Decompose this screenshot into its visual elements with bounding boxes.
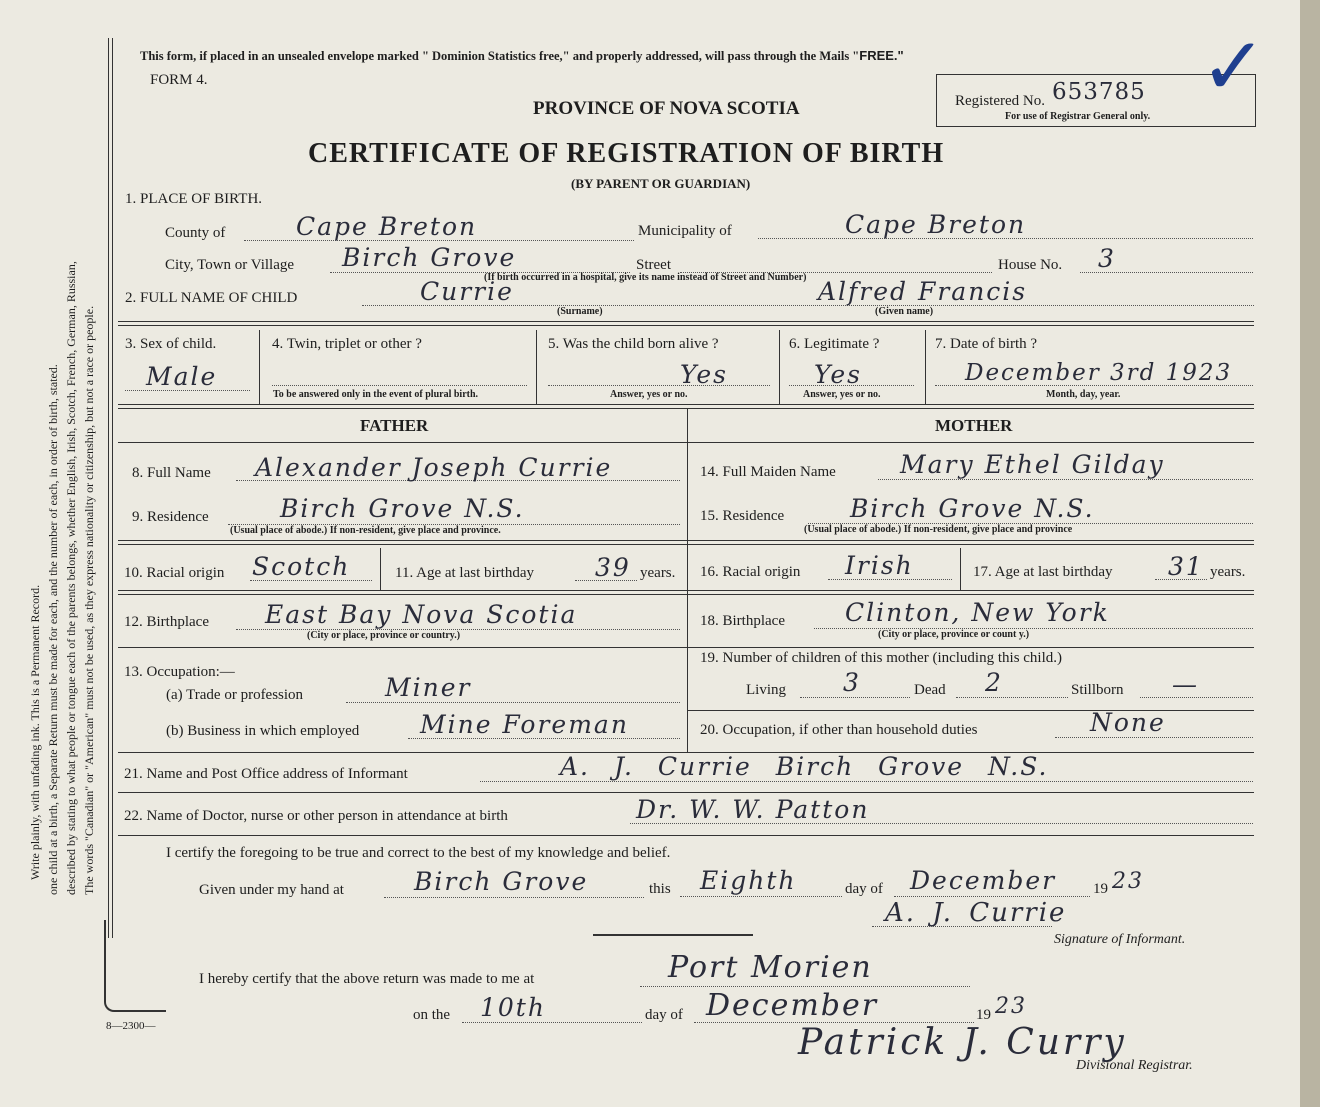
on-the-label: on the [413, 1007, 451, 1023]
certify-statement: I certify the foregoing to be true and correct to the best of my knowledge and belief. [166, 845, 671, 861]
child-given-name: Alfred Francis [818, 277, 1028, 306]
informant-label: 21. Name and Post Office address of Informant [124, 766, 408, 782]
city-label: City, Town or Village [165, 257, 295, 273]
father-racial-origin: Scotch [252, 552, 351, 581]
doctor-value: Dr. W. W. Patton [636, 795, 870, 824]
mother-racial-origin: Irish [845, 551, 914, 580]
given-year-prefix: 19 [1093, 881, 1108, 897]
father-age-label: 11. Age at last birthday [395, 565, 534, 581]
left-border [108, 38, 113, 938]
day-of-label: day of [845, 881, 883, 897]
living-count: 3 [843, 668, 861, 697]
registrar-place: Port Morien [668, 950, 873, 985]
mail-notice: This form, if placed in an unsealed envelope marked " Dominion Statistics free," and properly addressed, will pass through the Mails "FREE." [140, 48, 904, 63]
mother-residence-label: 15. Residence [700, 508, 785, 524]
father-years: years. [640, 565, 676, 581]
informant-signature: A. J. Currie [885, 898, 1067, 928]
city-value: Birch Grove [342, 243, 517, 272]
form-number: FORM 4. [150, 72, 208, 88]
legitimate-label: 6. Legitimate ? [789, 336, 880, 352]
registrar-signature: Patrick J. Curry [798, 1022, 1127, 1063]
father-residence-label: 9. Residence [132, 509, 209, 525]
mother-birthplace: Clinton, New York [845, 598, 1110, 627]
registrar-year-prefix: 19 [976, 1007, 991, 1023]
page-edge [1300, 0, 1320, 1107]
dob-note: Month, day, year. [1046, 389, 1121, 400]
certificate-title: CERTIFICATE OF REGISTRATION OF BIRTH [308, 138, 945, 169]
mother-residence-note: (Usual place of abode.) If non-resident, give place and province [804, 524, 1073, 535]
alive-note: Answer, yes or no. [610, 389, 688, 400]
section-divider [118, 321, 1254, 326]
living-label: Living [746, 682, 786, 698]
doctor-label: 22. Name of Doctor, nurse or other person in attendance at birth [124, 808, 508, 824]
mother-birthplace-note: (City or place, province or count y.) [878, 629, 1030, 640]
mother-birthplace-label: 18. Birthplace [700, 613, 785, 629]
province-heading: PROVINCE OF NOVA SCOTIA [533, 98, 800, 119]
given-day: Eighth [700, 866, 797, 895]
house-number-label: House No. [998, 257, 1063, 273]
street-label: Street [636, 257, 671, 273]
father-racial-label: 10. Racial origin [124, 565, 225, 581]
mother-age: 31 [1168, 552, 1204, 581]
this-label: this [649, 881, 671, 897]
father-age: 39 [595, 553, 631, 582]
given-label: Given under my hand at [199, 882, 344, 898]
mother-residence: Birch Grove N.S. [850, 494, 1095, 523]
trade-label: (a) Trade or profession [166, 687, 304, 703]
side-text-2 [46, 875, 61, 895]
informant-value: A. J. Currie Birch Grove N.S. [560, 752, 1049, 781]
child-name-label: 2. FULL NAME OF CHILD [125, 290, 298, 306]
certificate-subtitle: (BY PARENT OR GUARDIAN) [571, 176, 751, 191]
hospital-note: (If birth occurred in a hospital, give its name instead of Street and Number) [484, 272, 807, 283]
father-heading: FATHER [360, 416, 429, 435]
dead-count: 2 [985, 668, 1003, 697]
alive-value: Yes [680, 360, 728, 389]
legitimate-value: Yes [814, 360, 862, 389]
alive-label: 5. Was the child born alive ? [548, 336, 719, 352]
mother-heading: MOTHER [935, 416, 1013, 435]
mother-occupation: None [1090, 708, 1166, 737]
business-value: Mine Foreman [420, 710, 629, 739]
mother-age-label: 17. Age at last birthday [973, 564, 1113, 580]
place-of-birth-heading: 1. PLACE OF BIRTH. [125, 191, 263, 207]
given-year-suffix: 23 [1112, 869, 1144, 894]
father-birthplace: East Bay Nova Scotia [265, 600, 578, 629]
county-value: Cape Breton [296, 212, 478, 241]
check-mark: ✓ [1200, 20, 1268, 113]
children-label: 19. Number of children of this mother (including this child.) [700, 650, 1063, 666]
given-name-caption: (Given name) [875, 306, 934, 317]
business-label: (b) Business in which employed [166, 723, 360, 739]
father-birthplace-note: (City or place, province or country.) [307, 630, 461, 641]
registrar-use-note: For use of Registrar General only. [1005, 111, 1151, 122]
given-month: December [910, 866, 1057, 895]
registrar-day: 10th [480, 993, 546, 1022]
father-residence-note: (Usual place of abode.) If non-resident, give place and province. [230, 525, 501, 536]
corner-bracket [104, 920, 166, 1012]
occupation-label: 13. Occupation:— [124, 664, 235, 680]
father-name-label: 8. Full Name [132, 465, 211, 481]
registered-label: Registered No. [955, 93, 1045, 109]
twin-note: To be answered only in the event of plural birth. [273, 389, 479, 400]
mother-racial-label: 16. Racial origin [700, 564, 801, 580]
father-name: Alexander Joseph Currie [255, 453, 613, 482]
trade-value: Miner [385, 673, 472, 702]
sex-label: 3. Sex of child. [125, 336, 217, 352]
informant-signature-caption: Signature of Informant. [1054, 932, 1186, 947]
municipality-value: Cape Breton [845, 210, 1027, 239]
side-text-1 [28, 860, 43, 880]
registrar-statement: I hereby certify that the above return was made to me at [199, 971, 535, 987]
stillborn-label: Stillborn [1071, 682, 1124, 698]
dob-label: 7. Date of birth ? [935, 336, 1038, 352]
mother-name-label: 14. Full Maiden Name [700, 464, 836, 480]
stillborn-value: — [1172, 670, 1199, 699]
mother-occupation-label: 20. Occupation, if other than household duties [700, 722, 978, 738]
mother-name: Mary Ethel Gilday [900, 450, 1165, 479]
dob-value: December 3rd 1923 [965, 360, 1233, 386]
registered-number: 653785 [1052, 79, 1146, 105]
county-label: County of [165, 225, 226, 241]
father-birthplace-label: 12. Birthplace [124, 614, 209, 630]
registrar-caption: Divisional Registrar. [1076, 1058, 1193, 1073]
column-divider [687, 408, 688, 753]
form-code: 8—2300— [106, 1020, 156, 1032]
surname-caption: (Surname) [557, 306, 603, 317]
registrar-month: December [706, 988, 879, 1023]
mother-years: years. [1210, 564, 1246, 580]
registrar-year-suffix: 23 [995, 994, 1027, 1019]
dead-label: Dead [914, 682, 946, 698]
sex-value: Male [146, 362, 218, 391]
father-residence: Birch Grove N.S. [280, 494, 525, 523]
registrar-day-of-label: day of [645, 1007, 683, 1023]
side-text-3 [64, 875, 79, 895]
municipality-label: Municipality of [638, 223, 732, 239]
house-number-value: 3 [1098, 244, 1116, 273]
side-text-4 [82, 875, 97, 895]
twin-label: 4. Twin, triplet or other ? [272, 336, 422, 352]
given-place: Birch Grove [414, 867, 589, 896]
legitimate-note: Answer, yes or no. [803, 389, 881, 400]
child-surname: Currie [420, 277, 514, 306]
